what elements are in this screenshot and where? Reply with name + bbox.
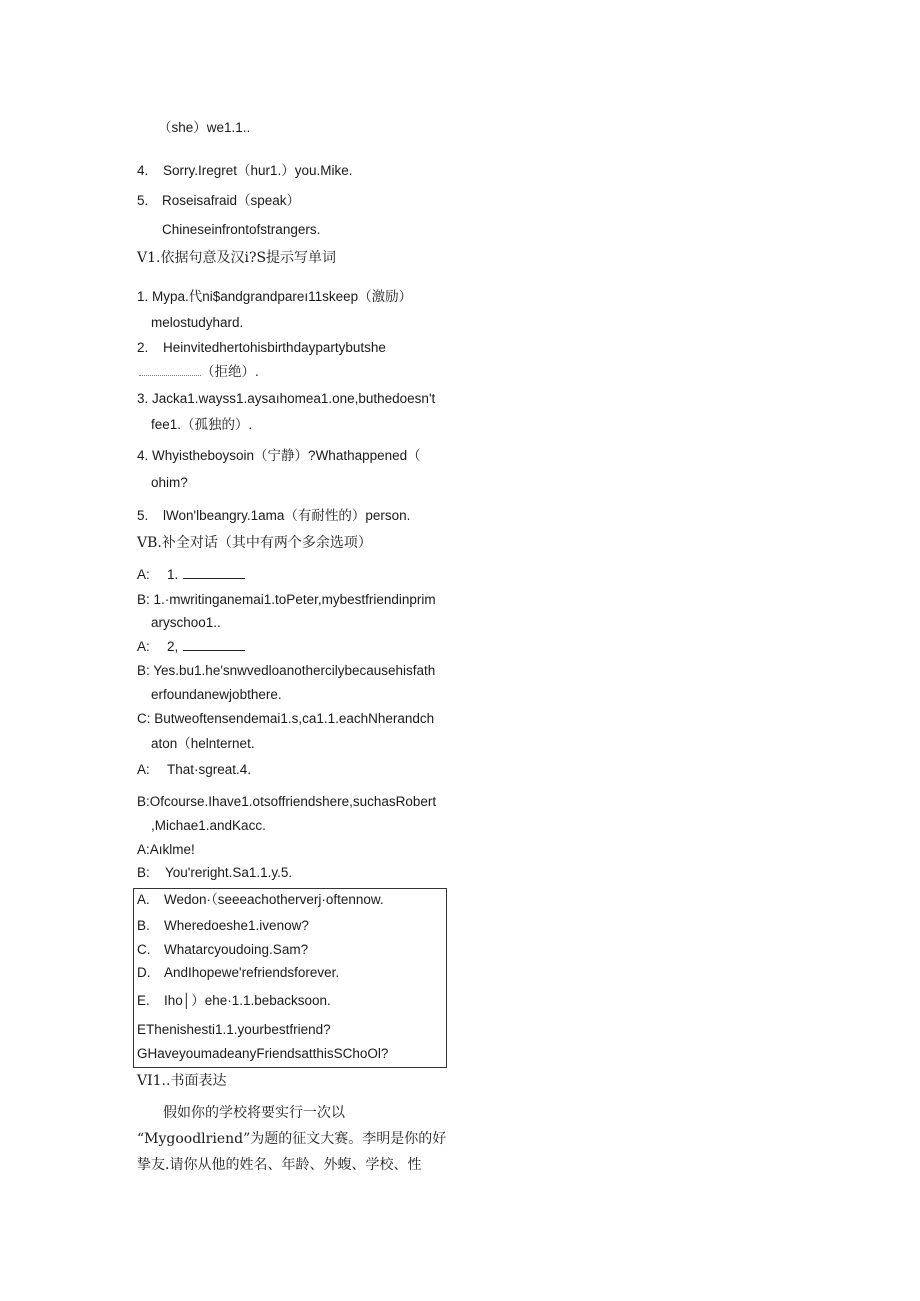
dialogue-7-line2: ,Michae1.andKacc. — [151, 818, 266, 833]
section-6-heading: V1.依据句意及汉i?S提示写单词 — [137, 250, 337, 266]
dialogue-6-speaker: A: — [137, 762, 150, 777]
option-a — [137, 892, 384, 908]
dialogue-4-line1: B: Yes.bu1.he'snwvedloanothercilybecausehisfath — [137, 663, 436, 678]
q6-1-line1: 1. Mypa.代ni$andgrandpareı11skeep（激励） — [137, 289, 413, 304]
dialogue-5-line1: C: Butweoftensendemai1.s,ca1.1.eachNherandch — [137, 711, 435, 726]
option-e — [137, 993, 331, 1009]
option-d — [137, 965, 339, 981]
q6-2-number: 2. — [137, 340, 149, 355]
prev-item-tail: （she）we1.1.. — [158, 120, 251, 135]
dialogue-1-speaker: A: — [137, 567, 150, 582]
dialogue-9-speaker: B: — [137, 865, 150, 880]
option-letter: B. — [137, 918, 150, 933]
q6-4-line1: 4. Whyistheboysoin（宁静）?Whathappened（ — [137, 448, 421, 463]
q6-2-line1: Heinvitedhertohisbirthdaypartybutshe — [163, 340, 386, 355]
dialogue-3-line — [167, 639, 245, 655]
dialogue-6-text: That·sgreat.4. — [167, 762, 252, 777]
dialogue-1-line — [167, 567, 245, 583]
dialogue-4-line2: erfoundanewjobthere. — [151, 687, 282, 702]
option-text: Iho│）ehe·1.1.bebacksoon. — [164, 993, 331, 1008]
q6-5-text: lWon'lbeangry.1ama（有耐性的）person. — [163, 508, 411, 523]
q6-2-hint: （拒绝）. — [201, 364, 259, 379]
option-letter: C. — [137, 942, 151, 957]
option-text: Wheredoeshe1.ivenow? — [164, 918, 309, 933]
q6-3-line2: fee1.（孤独的）. — [151, 417, 253, 432]
q6-3-line1: 3. Jacka1.wayss1.aysaıhomea1.one,buthedoesn't — [137, 391, 436, 406]
dialogue-3-text: 2, — [167, 639, 179, 654]
dialogue-3-speaker: A: — [137, 639, 150, 654]
option-letter: E. — [137, 993, 150, 1008]
option-g: GHaveyoumadeanyFriendsatthisSChoOl? — [137, 1046, 389, 1061]
option-b — [137, 918, 309, 934]
answer-blank[interactable] — [183, 567, 245, 579]
q5-5-line1: Roseisafraid（speak） — [162, 193, 301, 208]
q6-1-line2: melostudyhard. — [151, 315, 244, 330]
dialogue-2-line2: aryschoo1.. — [151, 615, 221, 630]
option-text: AndIhopewe'refriendsforever. — [164, 965, 340, 980]
dialogue-2-line1: B: 1.·mwritinganemai1.toPeter,mybestfriendinprim — [137, 592, 436, 607]
writing-prompt-line1: 假如你的学校将要实行一次以 — [163, 1105, 345, 1121]
option-c — [137, 942, 308, 958]
option-text: Wedon·（seeeachotherverj·oftennow. — [164, 892, 384, 907]
q6-4-line2: ohim? — [151, 475, 188, 490]
section-8-heading: VI1..书面表达 — [137, 1073, 227, 1089]
options-box — [133, 888, 447, 1068]
option-letter: D. — [137, 965, 151, 980]
dialogue-7-line1: B:Ofcourse.Ihave1.otsoffriendshere,suchasRobert — [137, 794, 437, 809]
q6-2-line2 — [139, 364, 259, 380]
answer-blank[interactable] — [139, 364, 201, 376]
dialogue-5-line2: aton（helnternet. — [151, 736, 255, 751]
writing-prompt-line2: “Mygoodlriend”为题的征文大赛。李明是你的好 — [137, 1131, 447, 1147]
dialogue-1-text: 1. — [167, 567, 179, 582]
section-7-heading: VB.补全对话（其中有两个多余选项） — [137, 535, 372, 551]
q5-4-text: Sorry.Iregret（hur1.）you.Mike. — [163, 163, 353, 178]
answer-blank[interactable] — [183, 639, 245, 651]
option-text: Whatarcyoudoing.Sam? — [164, 942, 309, 957]
q5-5-number: 5. — [137, 193, 149, 208]
dialogue-9-text: You'reright.Sa1.1.y.5. — [165, 865, 293, 880]
writing-prompt-line3: 挚友.请你从他的姓名、年龄、外蝮、学校、性 — [137, 1157, 422, 1173]
option-letter: A. — [137, 892, 150, 907]
q5-5-line2: Chineseinfrontofstrangers. — [162, 222, 321, 237]
dialogue-8-text: A:Aıklme! — [137, 842, 195, 857]
q6-5-number: 5. — [137, 508, 149, 523]
option-f: EThenishesti1.1.yourbestfriend? — [137, 1022, 331, 1037]
q5-4-number: 4. — [137, 163, 149, 178]
